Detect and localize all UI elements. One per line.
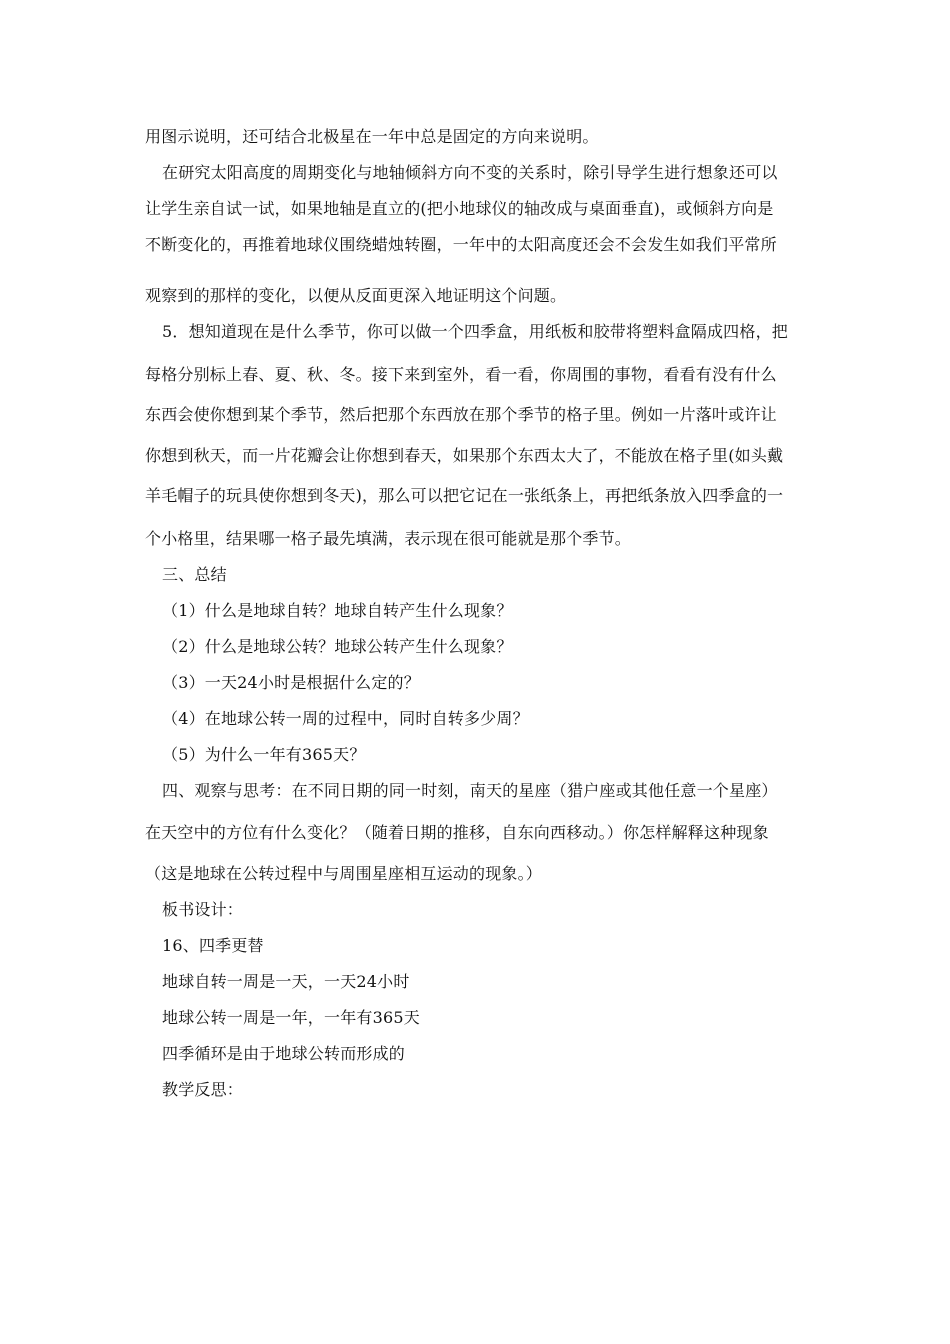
board-line: 地球自转一周是一天，一天24小时 bbox=[162, 972, 410, 991]
paragraph-line: 在研究太阳高度的周期变化与地轴倾斜方向不变的关系时，除引导学生进行想象还可以 bbox=[162, 163, 778, 182]
paragraph-line: 不断变化的，再推着地球仪围绕蜡烛转圈，一年中的太阳高度还会不会发生如我们平常所 bbox=[145, 235, 777, 254]
reflection-label: 教学反思： bbox=[162, 1080, 244, 1099]
board-line: 四季循环是由于地球公转而形成的 bbox=[162, 1044, 406, 1063]
question-item: （5）为什么一年有365天？ bbox=[162, 745, 366, 764]
paragraph-line: 在天空中的方位有什么变化？（随着日期的推移，自东向西移动。）你怎样解释这种现象 bbox=[145, 823, 769, 842]
question-item: （1）什么是地球自转？地球自转产生什么现象？ bbox=[162, 601, 513, 620]
question-item: （2）什么是地球公转？地球公转产生什么现象？ bbox=[162, 637, 513, 656]
question-item: （3）一天24小时是根据什么定的？ bbox=[162, 673, 420, 692]
paragraph-line: 四、观察与思考：在不同日期的同一时刻，南天的星座（猎户座或其他任意一个星座） bbox=[162, 781, 778, 800]
paragraph-line: 用图示说明，还可结合北极星在一年中总是固定的方向来说明。 bbox=[145, 127, 599, 146]
paragraph-line: 东西会使你想到某个季节，然后把那个东西放在那个季节的格子里。例如一片落叶或许让 bbox=[145, 405, 777, 424]
paragraph-line: 5．想知道现在是什么季节，你可以做一个四季盒，用纸板和胶带将塑料盒隔成四格，把 bbox=[162, 322, 788, 341]
question-item: （4）在地球公转一周的过程中，同时自转多少周？ bbox=[162, 709, 529, 728]
board-design-label: 板书设计： bbox=[162, 900, 244, 919]
paragraph-line: 让学生亲自试一试，如果地轴是直立的(把小地球仪的轴改成与桌面垂直)，或倾斜方向是 bbox=[145, 199, 774, 218]
paragraph-line: 观察到的那样的变化，以便从反面更深入地证明这个问题。 bbox=[145, 286, 567, 305]
paragraph-line: 个小格里，结果哪一格子最先填满，表示现在很可能就是那个季节。 bbox=[145, 529, 632, 548]
lesson-title: 16、四季更替 bbox=[162, 936, 264, 955]
paragraph-line: 你想到秋天，而一片花瓣会让你想到春天，如果那个东西太大了，不能放在格子里(如头戴 bbox=[145, 446, 784, 465]
paragraph-line: 羊毛帽子的玩具使你想到冬天)，那么可以把它记在一张纸条上，再把纸条放入四季盒的一 bbox=[145, 486, 784, 505]
board-line: 地球公转一周是一年，一年有365天 bbox=[162, 1008, 420, 1027]
paragraph-line: （这是地球在公转过程中与周围星座相互运动的现象。） bbox=[145, 864, 543, 883]
paragraph-line: 每格分别标上春、夏、秋、冬。接下来到室外，看一看，你周围的事物，看看有没有什么 bbox=[145, 365, 777, 384]
section-heading: 三、总结 bbox=[162, 565, 227, 584]
